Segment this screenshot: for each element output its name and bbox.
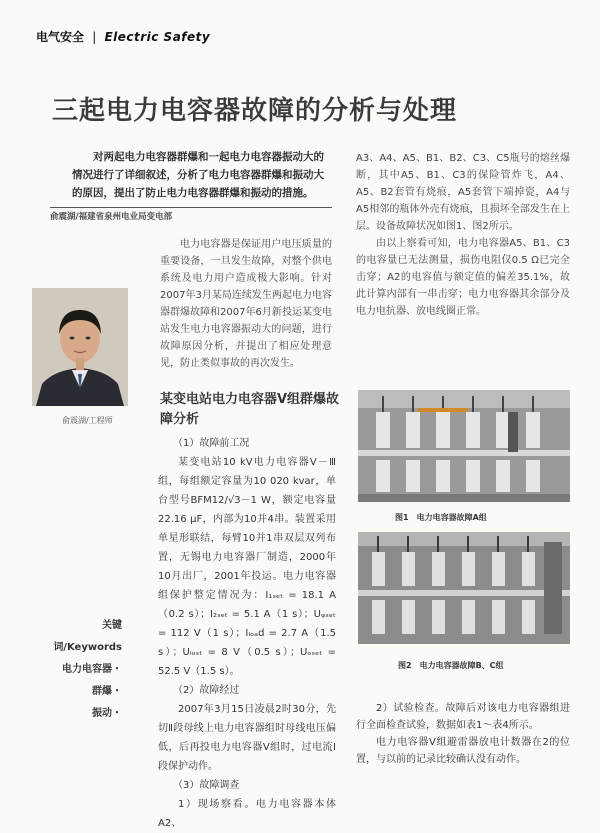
keyword-item: 电力电容器・ xyxy=(62,664,122,675)
section-title: 某变电站电力电容器Ⅴ组群爆故障分析 xyxy=(160,392,340,427)
keywords-block xyxy=(48,615,122,725)
section-name: 电气安全 xyxy=(36,30,85,44)
keyword-item: 群爆・ xyxy=(92,686,122,697)
keyword-item: 振动・ xyxy=(92,708,122,719)
figure-2-image xyxy=(358,532,570,644)
paragraph-damage: A3、A4、A5、B1、B2、C3、C5瓶号的熔丝爆断，其中A5、B1、C3的保险管炸飞，A4、A5、B2套管有烧痕，A5套管下端掉瓷，A4与A5相邻的瓶体外壳有烧痕，且损坏全部发生在上层。设备故障状况如图1、图2所示。 xyxy=(356,153,570,232)
left-column-body xyxy=(158,434,336,833)
paragraph-test-check: 2）试验检查。故障后对该电力电容器组进行全面检查试验，数据如表1～表4所示。 xyxy=(356,703,570,731)
capacitor-bank-a-photo xyxy=(358,390,570,502)
paragraph-investigation: 1）现场察看。电力电容器本体A2、 xyxy=(158,799,336,829)
author-portrait-image xyxy=(32,288,128,406)
right-column-bottom xyxy=(356,700,570,768)
figure-2-caption: 图2 电力电容器故障B、C组 xyxy=(398,661,504,670)
figure-1-caption: 图1 电力电容器故障A组 xyxy=(395,513,487,522)
paragraph-arrester: 电力电容器Ⅴ组避雷器放电计数器在2的位置，与以前的记录比较确认没有动作。 xyxy=(356,737,570,765)
paragraph-fault-process: 2007年3月15日凌晨2时30分，先切Ⅱ段母线上电力电容器组时母线电压偏低，后再投电力电容器Ⅴ组时，过电流Ⅰ段保护动作。 xyxy=(158,704,336,772)
header-separator: | xyxy=(92,30,97,44)
photo-caption: 俞震湖/工程师 xyxy=(62,416,113,425)
paragraph-analysis: 由以上察看可知，电力电容器A5、B1、C3的电容量已无法测量，损伤电阻仅0.5 Ω已完全击穿；A2的电容值与额定值的偏差35.1%，故此计算内部有一串击穿；电力电容器其余部分及电力电抗器、放电线圈正常。 xyxy=(356,238,570,317)
capacitor-bank-bc-photo xyxy=(358,532,570,644)
section-name-en: Electric Safety xyxy=(104,30,211,44)
abstract: 对两起电力电容器群爆和一起电力电容器振动大的情况进行了详细叙述，分析了电力电容器群爆和振动大的原因，提出了防止电力电容器群爆和振动的措施。 xyxy=(72,151,324,199)
author-affiliation: 俞震湖/福建省泉州电业局变电部 xyxy=(50,212,173,222)
author-photo xyxy=(32,288,128,406)
journal-header xyxy=(36,28,210,45)
right-column-body xyxy=(356,150,570,320)
subheading-fault-process: （2）故障经过 xyxy=(173,685,240,696)
keywords-label: 关键词/Keywords xyxy=(53,620,122,653)
subheading-investigation: （3）故障调查 xyxy=(173,780,240,791)
figure-1-image xyxy=(358,390,570,502)
intro-paragraph: 电力电容器是保证用户电压质量的重要设备，一旦发生故障，对整个供电系统及电力用户造成极大影响。针对2007年3月某局连续发生两起电力电容器群爆故障和2007年6月新投运某变电站发生电力电容器振动大的问题，进行故障原因分析，并提出了相应处理意见，防止类似事故的再次发生。 xyxy=(160,239,332,369)
divider xyxy=(50,207,332,208)
paragraph-pre-fault: 某变电站10 kV电力电容器Ⅴ－Ⅲ组，每组额定容量为10 020 kvar，单台型号BFM12/√3－1 W，额定电容量22.16 μF，内部为10并4串。装置采用单星形联结，每臂10并1串双层双列布置，无锡电力电容器厂制造，2000年10月出厂，2001年投运。电力电容器组保护整定情况为：I₁ₛₑₜ = 18.1 A（0.2 s）；I₂ₛₑₜ = 5.1 A（1 s）；Uᵩₛₑₜ = 112 V（1 s）；Iₗₒₐd = 2.7 A（1.5 s）；Uₗₒₛₜ = 8 V（0.5 s）；Uₒₛₑₜ = 52.5 V（1.5 s）。 xyxy=(158,457,336,677)
subheading-pre-fault: （1）故障前工况 xyxy=(173,438,250,449)
article-title: 三起电力电容器故障的分析与处理 xyxy=(52,96,458,126)
